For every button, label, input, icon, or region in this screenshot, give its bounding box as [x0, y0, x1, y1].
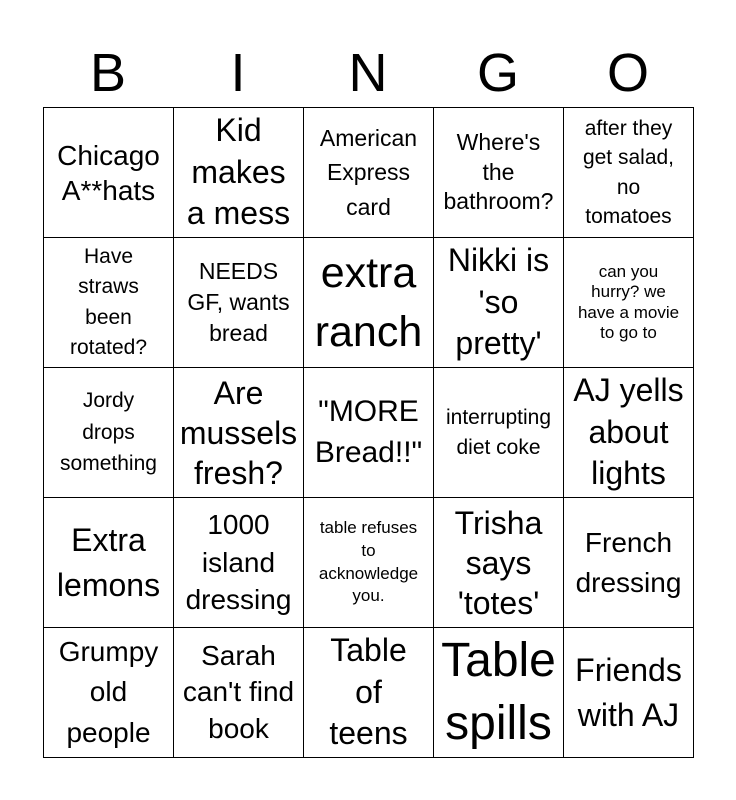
bingo-cell[interactable]: [304, 498, 434, 628]
bingo-cell[interactable]: [304, 108, 434, 238]
bingo-cell[interactable]: [304, 238, 434, 368]
bingo-cell[interactable]: [434, 108, 564, 238]
cell-text: Nikki is 'so pretty': [447, 242, 550, 362]
cell-text: Grumpy old people: [58, 635, 159, 748]
bingo-cell[interactable]: [44, 498, 174, 628]
bingo-cell[interactable]: [304, 368, 434, 498]
cell-text: AJ yells about lights: [573, 372, 684, 492]
cell-text: Friends with AJ: [575, 651, 682, 733]
bingo-cell[interactable]: [304, 628, 434, 758]
cell-text: Jordy drops something: [60, 389, 157, 476]
cell-text: Trisha says 'totes': [454, 504, 543, 621]
cell-text: "MORE Bread!!": [314, 395, 423, 469]
bingo-cell[interactable]: [434, 498, 564, 628]
cell-text: French dressing: [575, 527, 682, 598]
cell-text: extra ranch: [314, 249, 423, 356]
bingo-cell[interactable]: [434, 628, 564, 758]
bingo-cell[interactable]: [434, 238, 564, 368]
header-letter-b: B: [89, 43, 127, 103]
bingo-cell[interactable]: [174, 108, 304, 238]
bingo-cell[interactable]: [44, 628, 174, 758]
bingo-cell[interactable]: [44, 108, 174, 238]
cell-text: Where's the bathroom?: [443, 128, 554, 215]
cell-text: Sarah can't find book: [182, 639, 295, 744]
bingo-cell[interactable]: [564, 238, 694, 368]
cell-text: interrupting diet coke: [445, 406, 552, 459]
bingo-board: [43, 107, 694, 758]
cell-text: American Express card: [319, 124, 418, 220]
cell-text: Table spills: [441, 634, 556, 750]
header-letter-g: G: [476, 43, 519, 103]
bingo-cell[interactable]: [564, 108, 694, 238]
bingo-cell[interactable]: [434, 368, 564, 498]
cell-text: Extra lemons: [56, 521, 161, 603]
cell-text: Are mussels fresh?: [179, 374, 298, 491]
bingo-cell[interactable]: [174, 368, 304, 498]
cell-text: NEEDS GF, wants bread: [187, 257, 290, 347]
bingo-cell[interactable]: [174, 628, 304, 758]
header-letter-o: O: [606, 43, 649, 103]
header-letter-i: I: [230, 43, 246, 103]
bingo-cell[interactable]: [44, 238, 174, 368]
header-letter-n: N: [348, 43, 388, 103]
cell-text: Kid makes a mess: [186, 112, 291, 232]
bingo-cell[interactable]: [174, 238, 304, 368]
cell-text: after they get salad, no tomatoes: [582, 116, 675, 228]
cell-text: Have straws been rotated?: [69, 244, 148, 359]
cell-text: Table of teens: [329, 632, 408, 752]
bingo-cell[interactable]: [174, 498, 304, 628]
bingo-cell[interactable]: [564, 628, 694, 758]
bingo-cell[interactable]: [564, 498, 694, 628]
bingo-cell[interactable]: [564, 368, 694, 498]
bingo-header: [43, 38, 693, 108]
cell-text: can you hurry? we have a movie to go to: [577, 261, 680, 342]
cell-text: 1000 island dressing: [185, 508, 292, 616]
cell-text: table refuses to acknowledge you.: [318, 517, 419, 606]
bingo-cell[interactable]: [44, 368, 174, 498]
cell-text: Chicago A**hats: [57, 139, 160, 206]
